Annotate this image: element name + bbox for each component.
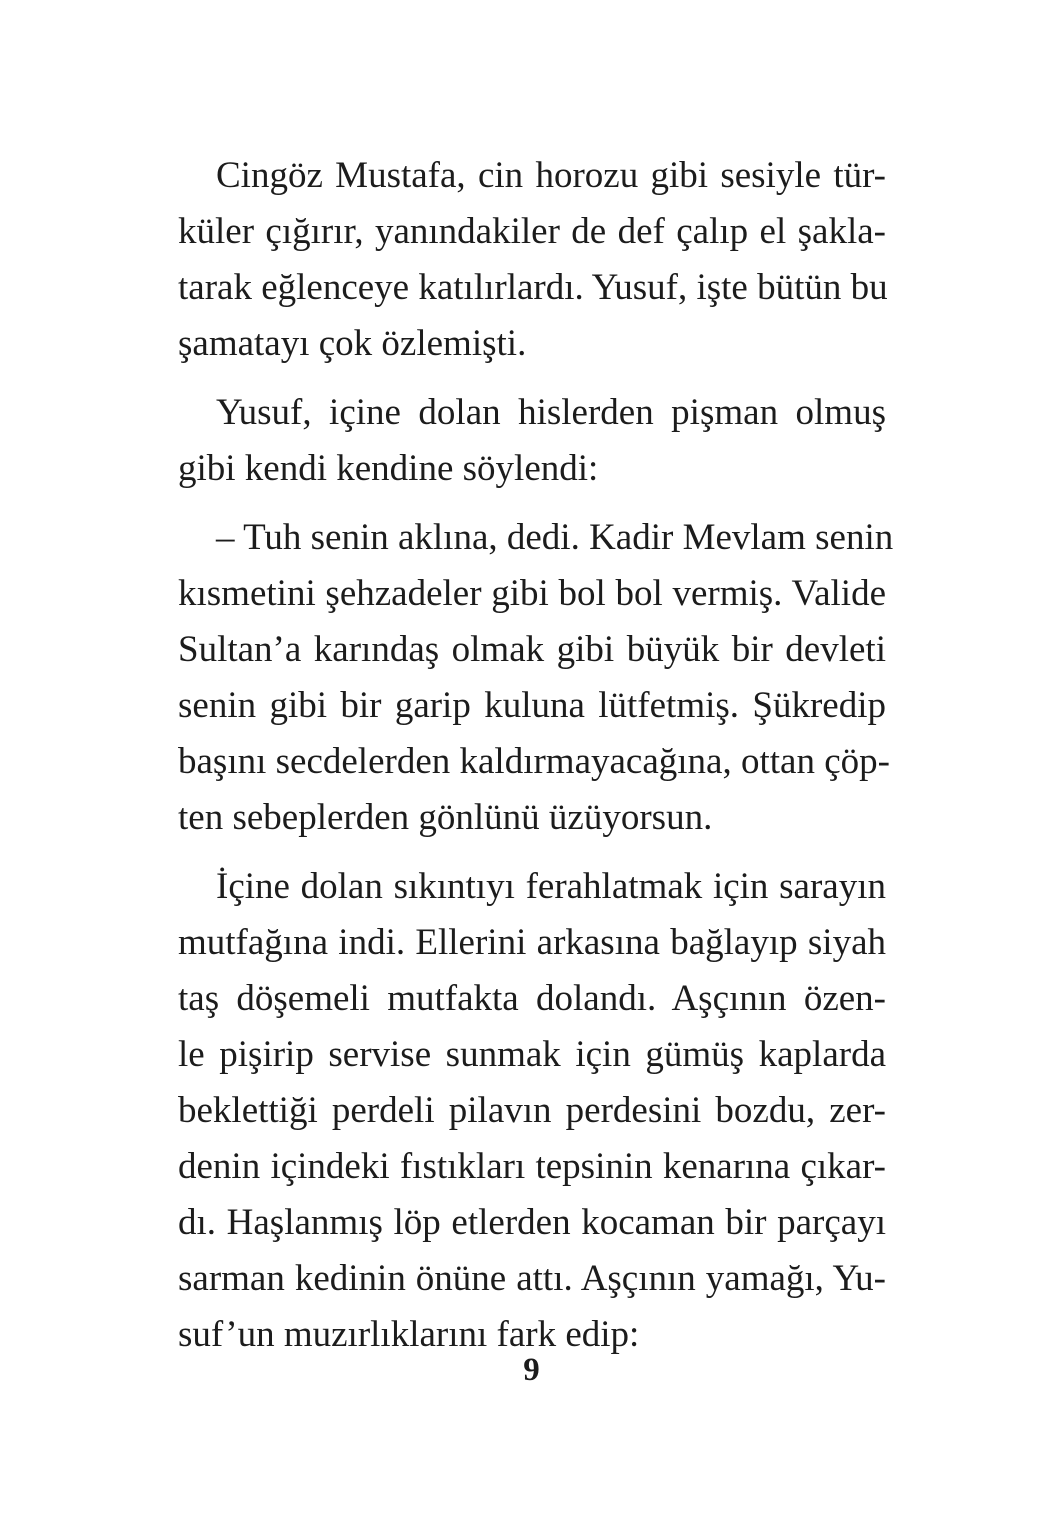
text-line: sarman kedinin önüne attı. Aşçının yamağı, Yu- [178,1258,886,1299]
text-line: denin içindeki fıstıkları tepsinin kenarına çıkar- [178,1146,886,1187]
text-line: taş döşemeli mutfakta dolandı. Aşçının özen- [178,978,886,1019]
text-line: İçine dolan sıkıntıyı ferahlatmak için sarayın [216,866,886,907]
text-line: tarak eğlenceye katılırlardı. Yusuf, işte bütün bu [178,267,888,308]
paragraph-gap [178,372,886,385]
text-line: mutfağına indi. Ellerini arkasına bağlayıp siyah [178,922,886,963]
paragraph-gap [178,846,886,859]
text-line: le pişirip servise sunmak için gümüş kaplarda [178,1034,886,1075]
text-line: gibi kendi kendine söylendi: [178,448,599,489]
page-number: 9 [523,1352,540,1388]
text-line: suf’un muzırlıklarını fark edip: [178,1314,640,1355]
text-line: Sultan’a karındaş olmak gibi büyük bir devleti [178,629,886,670]
text-line: Yusuf, içine dolan hislerden pişman olmuş [216,392,886,433]
text-line: küler çığırır, yanındakiler de def çalıp el şakla- [178,211,886,252]
text-line: beklettiği perdeli pilavın perdesini bozdu, zer- [178,1090,886,1131]
body-text [178,148,894,1363]
paragraph-gap [178,497,886,510]
text-line: dı. Haşlanmış löp etlerden kocaman bir parçayı [178,1202,886,1243]
text-line: başını secdelerden kaldırmayacağına, ottan çöp- [178,741,890,782]
text-line: ten sebeplerden gönlünü üzüyorsun. [178,797,713,838]
text-line: şamatayı çok özlemişti. [178,323,527,364]
text-line: Cingöz Mustafa, cin horozu gibi sesiyle tür- [216,155,886,196]
text-line: – Tuh senin aklına, dedi. Kadir Mevlam senin [216,517,894,558]
text-line: senin gibi bir garip kuluna lütfetmiş. Şükredip [178,685,886,726]
text-line: kısmetini şehzadeler gibi bol bol vermiş. Valide [178,573,886,614]
